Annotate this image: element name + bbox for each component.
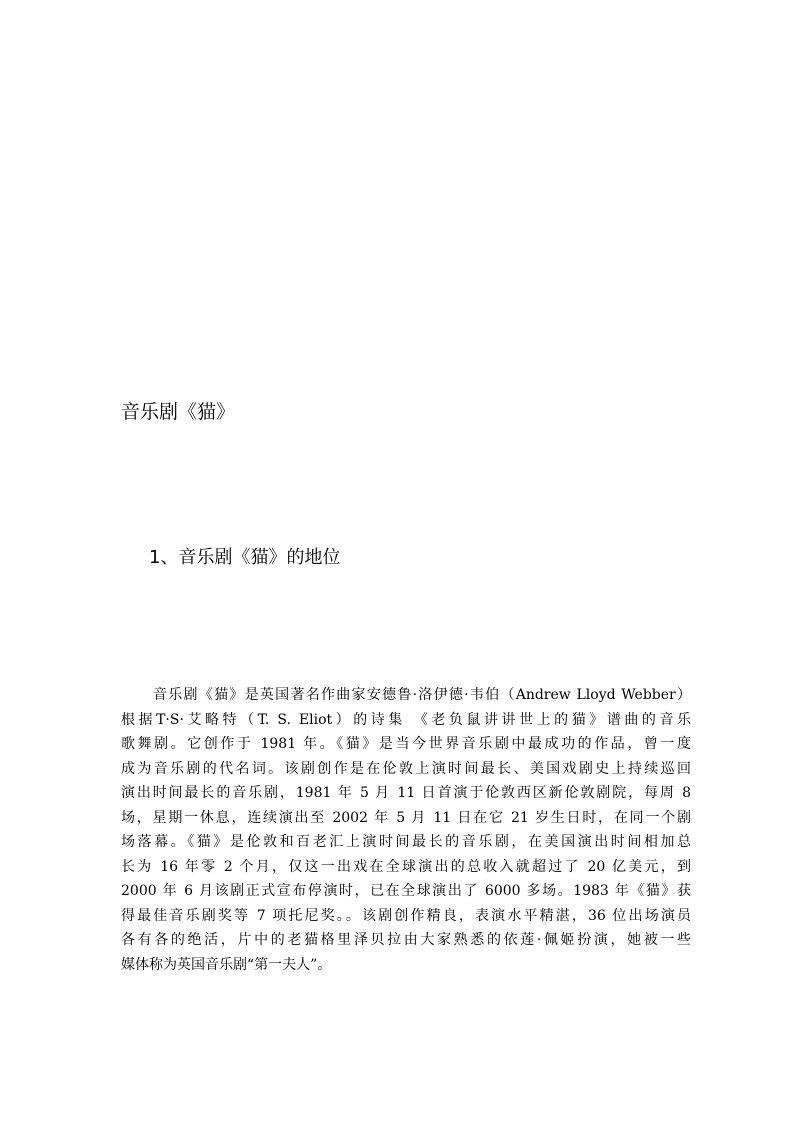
paragraph-line: 场落幕。《猫》是伦敦和百老汇上演时间最长的音乐剧，在美国演出时间相加总 — [121, 834, 691, 850]
paragraph-line: 成为音乐剧的代名词。该剧创作是在伦敦上演时间最长、美国戏剧史上持续巡回 — [121, 760, 691, 777]
paragraph-line: 歌舞剧。它创作于 1981 年。《猫》是当今世界音乐剧中最成功的作品，曾一度 — [121, 736, 691, 752]
paragraph-line: 长为 16 年零 2 个月，仅这一出戏在全球演出的总收入就超过了 20 亿美元，到 — [121, 858, 691, 875]
paragraph-line: 根据T·S·艾略特（T. S. Eliot）的诗集 《老负鼠讲讲世上的猫》谱曲的音乐 — [121, 711, 691, 728]
paragraph-line: 媒体称为英国音乐剧“第一夫人”。 — [121, 956, 332, 973]
body-paragraph — [121, 683, 691, 977]
paragraph-line: 场，星期一休息，连续演出至 2002 年 5 月 11 日在它 21 岁生日时，在同一个剧 — [121, 809, 691, 826]
paragraph-line: 演出时间最长的音乐剧，1981 年 5 月 11 日首演于伦敦西区新伦敦剧院，每周 8 — [121, 785, 691, 801]
section-heading: 1、音乐剧《猫》的地位 — [149, 547, 341, 568]
paragraph-line: 2000 年 6 月该剧正式宣布停演时，已在全球演出了 6000 多场。1983 年《猫》获 — [121, 883, 691, 899]
page-title: 音乐剧《猫》 — [121, 401, 236, 423]
paragraph-line: 得最佳音乐剧奖等 7 项托尼奖。。该剧创作精良，表演水平精湛，36 位出场演员 — [121, 907, 691, 924]
paragraph-line: 各有各的绝活，片中的老猫格里泽贝拉由大家熟悉的依莲·佩姬扮演，她被一些 — [121, 932, 691, 948]
paragraph-line: 音乐剧《猫》是英国著名作曲家安德鲁·洛伊德·韦伯（Andrew Lloyd Webber） — [153, 687, 691, 703]
